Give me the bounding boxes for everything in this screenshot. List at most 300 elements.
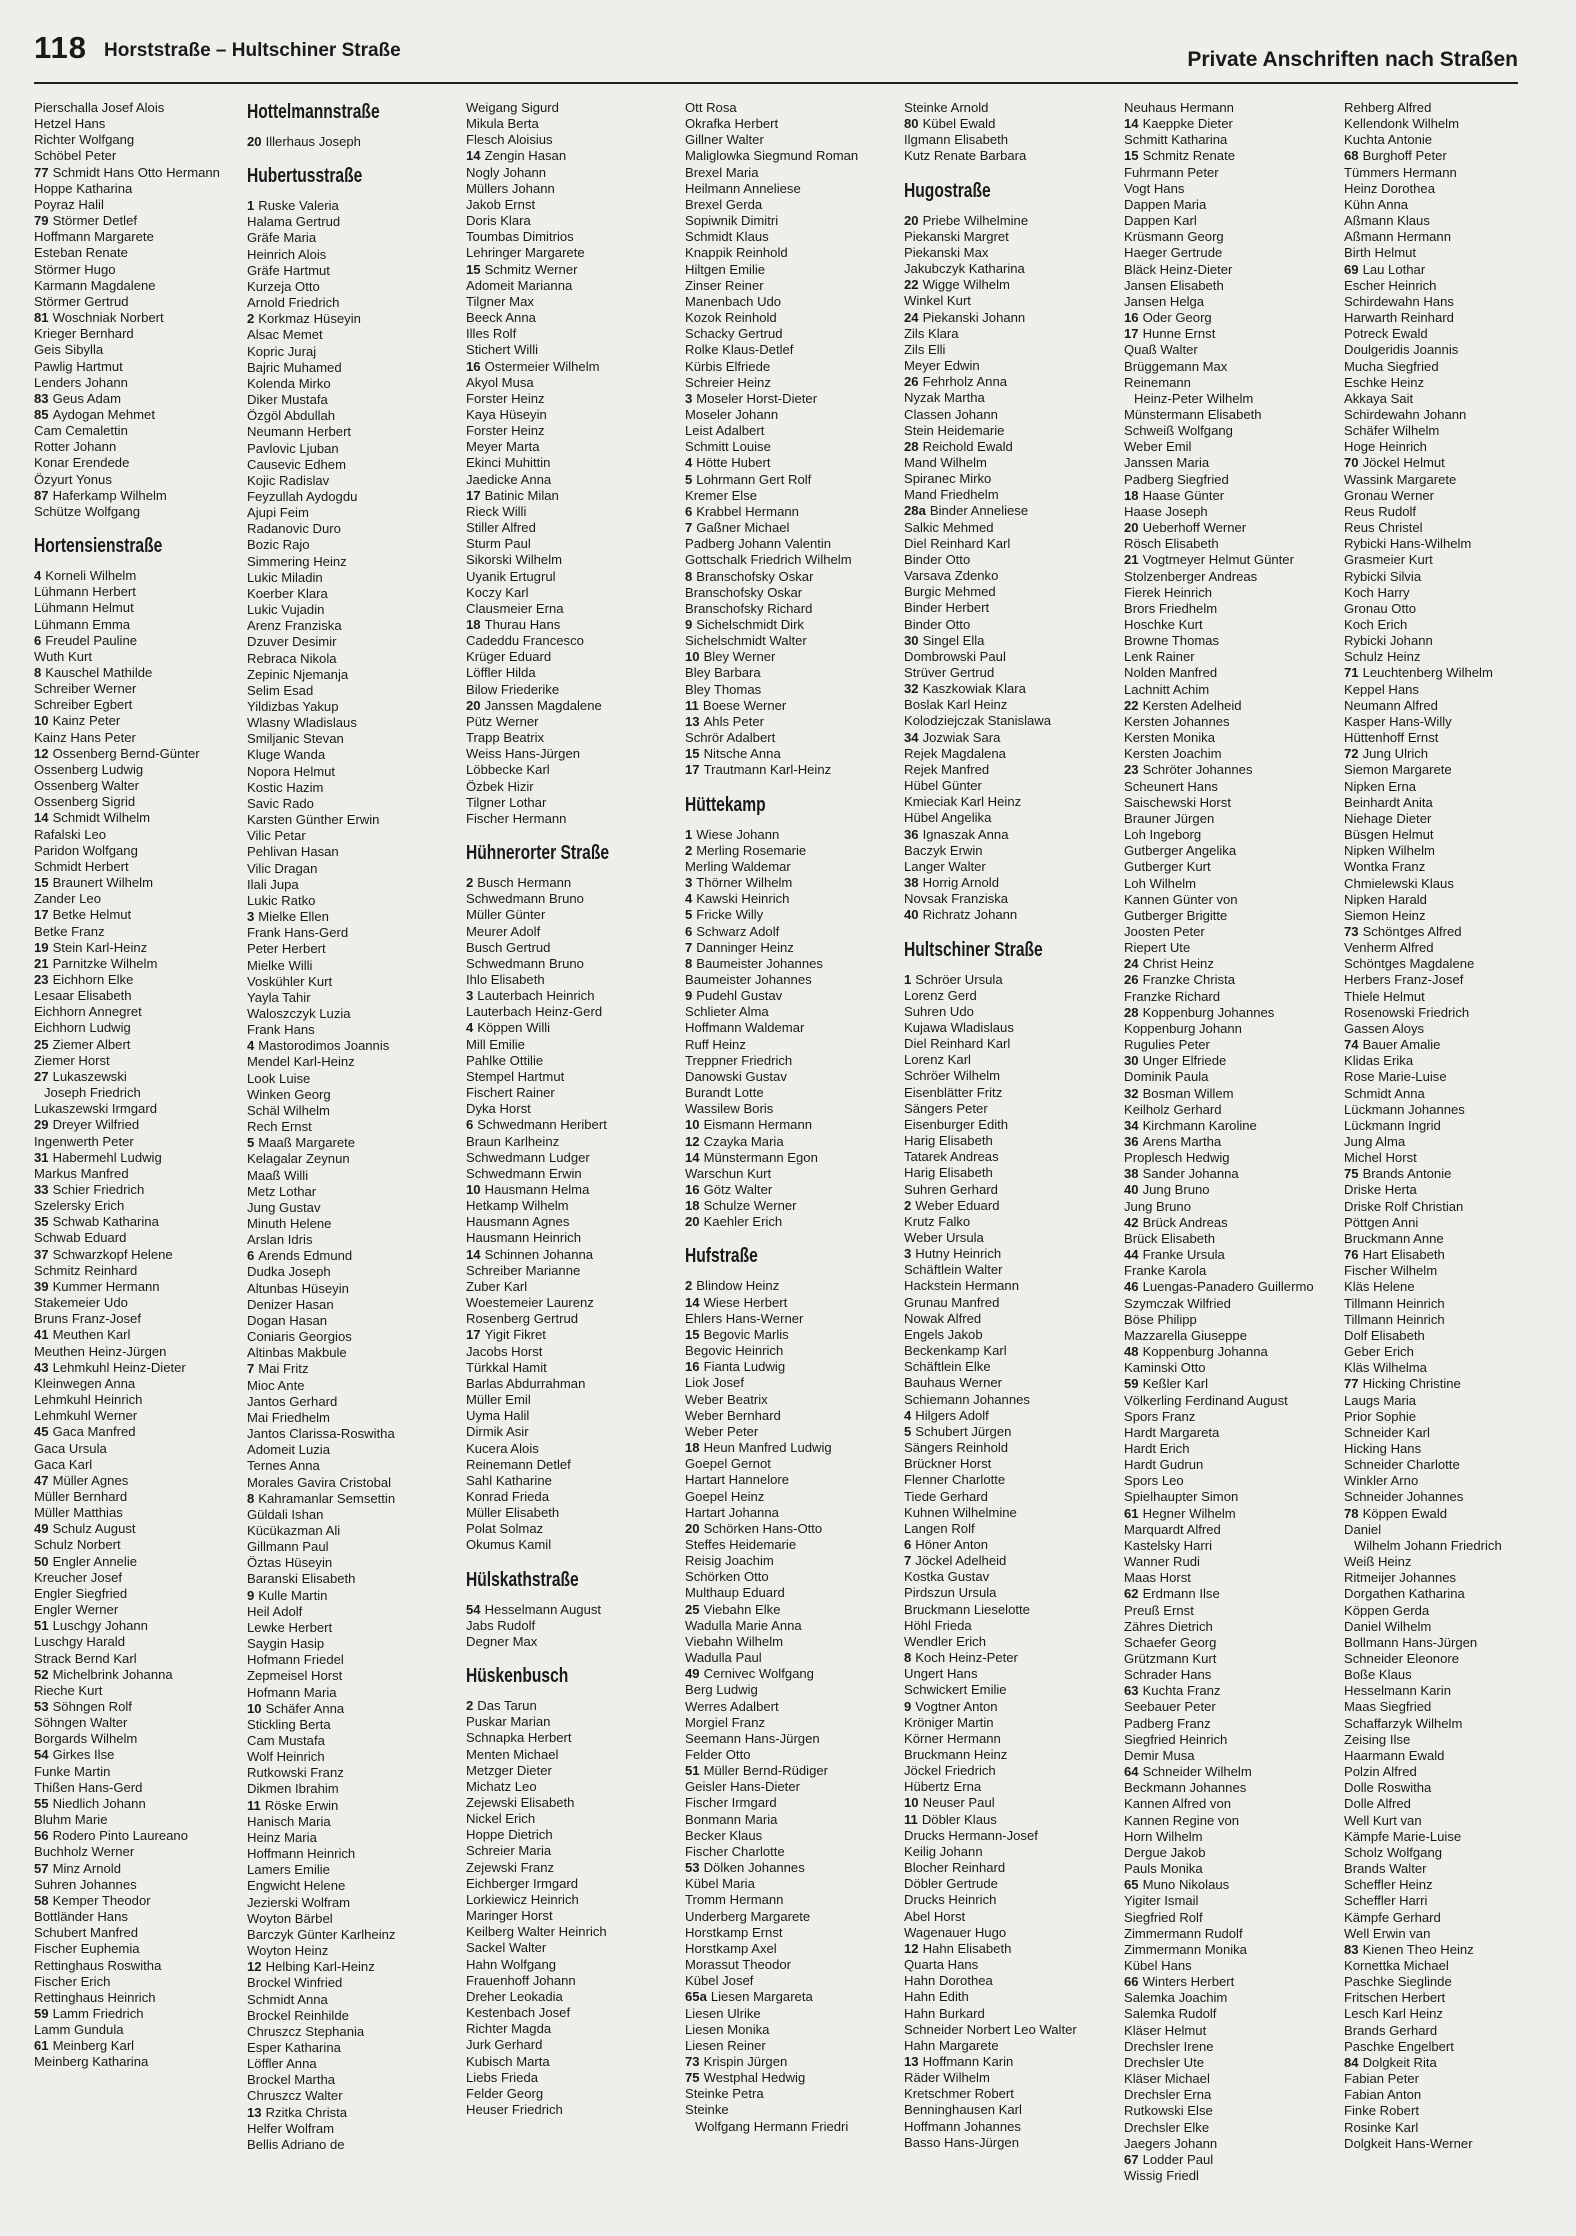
resident-name: Maas Siegfried <box>1344 1699 1432 1715</box>
house-number: 10 <box>34 713 49 729</box>
resident-name: Nitsche Anna <box>703 746 781 762</box>
resident-entry <box>1344 956 1554 972</box>
resident-entry <box>685 875 895 891</box>
resident-entry <box>1344 1780 1554 1796</box>
resident-name: Zils Elli <box>904 341 946 357</box>
resident-entry <box>1124 811 1334 827</box>
resident-entry <box>34 1441 244 1457</box>
resident-name: Hahn Wolfgang <box>466 1956 557 1972</box>
resident-entry <box>1124 1538 1334 1554</box>
resident-entry <box>1124 1667 1334 1683</box>
resident-entry <box>34 762 244 778</box>
resident-entry <box>466 536 676 552</box>
resident-name: Driske Rolf Christian <box>1344 1198 1464 1214</box>
resident-name: Kaya Hüseyin <box>466 406 547 422</box>
resident-name: Haase Joseph <box>1124 503 1208 519</box>
resident-name: Mai Friedhelm <box>247 1409 330 1425</box>
resident-entry <box>466 132 676 148</box>
resident-name: Herbers Franz-Josef <box>1344 972 1464 988</box>
resident-entry <box>904 390 1114 406</box>
resident-name: Hartart Hannelore <box>685 1472 790 1488</box>
resident-entry <box>466 1602 676 1618</box>
resident-name: Rybicki Hans-Wilhelm <box>1344 536 1472 552</box>
resident-entry <box>685 245 895 261</box>
resident-name: Salemka Joachim <box>1124 1990 1228 2006</box>
resident-name: Hoschke Kurt <box>1124 617 1203 632</box>
house-number: 87 <box>34 487 49 503</box>
resident-entry <box>247 1410 457 1426</box>
resident-entry <box>1344 892 1554 908</box>
resident-entry <box>247 1038 457 1054</box>
resident-name: Koppenburg Johann <box>1124 1020 1242 1036</box>
resident-entry <box>1344 811 1554 827</box>
resident-entry <box>466 1618 676 1634</box>
resident-entry <box>247 505 457 521</box>
resident-name: Branschofsky Oskar <box>696 568 814 584</box>
resident-name: Kaeppke Dieter <box>1142 116 1233 132</box>
resident-entry <box>247 554 457 570</box>
resident-name: Fehrholz Anna <box>922 374 1008 390</box>
resident-name: Böse Philipp <box>1124 1311 1197 1327</box>
resident-name: Vogtner Anton <box>915 1698 998 1714</box>
resident-name: Maliglowka Siegmund Roman <box>685 148 859 164</box>
resident-name: Beeck Anna <box>466 310 536 326</box>
resident-entry <box>904 407 1114 423</box>
resident-name: Rutkowski Else <box>1124 2103 1213 2119</box>
house-number: 54 <box>34 1747 49 1763</box>
resident-name: Riepert Ute <box>1124 940 1191 956</box>
resident-entry <box>466 617 676 633</box>
resident-entry <box>466 1214 676 1230</box>
resident-name: Coniaris Georgios <box>247 1329 352 1345</box>
resident-entry <box>685 1731 895 1747</box>
resident-entry <box>904 1666 1114 1682</box>
resident-entry <box>247 1814 457 1830</box>
resident-name: Rech Ernst <box>247 1119 312 1135</box>
resident-entry <box>1124 1134 1334 1150</box>
resident-name: Mazzarella Giuseppe <box>1124 1327 1247 1343</box>
house-number: 4 <box>466 1020 474 1036</box>
house-number: 6 <box>247 1248 255 1264</box>
resident-entry <box>34 1651 244 1667</box>
resident-name: Hoppe Katharina <box>34 180 133 196</box>
resident-name: Fabian Anton <box>1344 2087 1422 2103</box>
resident-entry <box>34 778 244 794</box>
resident-name: Ruske Valeria <box>258 198 339 214</box>
resident-name: Eichhorn Annegret <box>34 1004 142 1020</box>
resident-entry <box>247 376 457 392</box>
resident-entry <box>685 342 895 358</box>
resident-name: Sackel Walter <box>466 1940 547 1956</box>
resident-entry <box>904 1085 1114 1101</box>
resident-name: Ott Rosa <box>685 100 737 115</box>
resident-name: Kurzeja Otto <box>247 278 320 294</box>
resident-name: Akyol Musa <box>466 374 534 390</box>
resident-name: Demir Musa <box>1124 1747 1195 1763</box>
resident-entry <box>34 1731 244 1747</box>
resident-entry <box>1124 1748 1334 1764</box>
resident-name: Piekanski Max <box>904 244 989 260</box>
resident-name: Tümmers Hermann <box>1344 164 1457 180</box>
resident-name: Kühn Anna <box>1344 196 1409 212</box>
resident-entry <box>466 1247 676 1263</box>
resident-entry <box>34 1699 244 1715</box>
resident-entry <box>904 1133 1114 1149</box>
resident-entry <box>1344 132 1554 148</box>
resident-entry <box>34 1634 244 1650</box>
resident-entry <box>685 1585 895 1601</box>
resident-name: Dappen Karl <box>1124 213 1197 229</box>
resident-name: Gronau Werner <box>1344 487 1435 503</box>
resident-entry <box>1124 455 1334 471</box>
resident-entry <box>1124 1716 1334 1732</box>
resident-entry <box>1344 1312 1554 1328</box>
resident-entry <box>34 1537 244 1553</box>
resident-entry <box>247 2121 457 2137</box>
resident-name: Weber Beatrix <box>685 1391 768 1407</box>
resident-entry <box>904 1892 1114 1908</box>
street-heading: Hülskathstraße <box>466 1568 579 1591</box>
resident-name: Kornettka Michael <box>1344 1957 1449 1973</box>
resident-entry <box>685 213 895 229</box>
resident-name: Multhaup Eduard <box>685 1585 785 1601</box>
resident-entry <box>247 699 457 715</box>
resident-name: Ihlo Elisabeth <box>466 971 545 987</box>
resident-entry <box>685 1020 895 1036</box>
resident-entry <box>1124 1409 1334 1425</box>
resident-entry <box>247 925 457 941</box>
resident-entry <box>904 1101 1114 1117</box>
resident-name: Schreier Heinz <box>685 374 771 390</box>
house-number: 10 <box>466 1182 481 1197</box>
resident-entry <box>247 828 457 844</box>
resident-name: Piekanski Johann <box>922 309 1026 325</box>
resident-name: Rafalski Leo <box>34 826 107 842</box>
resident-name: Lewke Herbert <box>247 1619 333 1635</box>
resident-name: Liesen Reiner <box>685 2037 766 2053</box>
resident-name: Strüver Gertrud <box>904 665 995 680</box>
resident-name: Michelbrink Johanna <box>52 1666 173 1682</box>
house-number: 70 <box>1344 455 1359 471</box>
resident-name: Karmann Magdalene <box>34 277 156 293</box>
resident-name: Barczyk Günter Karlheinz <box>247 1926 396 1942</box>
resident-entry <box>1124 1489 1334 1505</box>
resident-entry <box>685 569 895 585</box>
house-number: 3 <box>247 909 255 925</box>
resident-entry <box>247 473 457 489</box>
resident-name: Werres Adalbert <box>685 1698 779 1714</box>
resident-name: Westphal Hedwig <box>703 2070 806 2086</box>
resident-name: Horn Wilhelm <box>1124 1828 1203 1844</box>
resident-entry <box>1124 1231 1334 1247</box>
resident-entry <box>247 1345 457 1361</box>
resident-name: Kulle Martin <box>258 1587 328 1603</box>
resident-entry <box>1344 2087 1554 2103</box>
resident-name: Dorgathen Katharina <box>1344 1586 1465 1602</box>
resident-entry <box>904 1246 1114 1262</box>
resident-name: Wassink Margarete <box>1344 471 1457 487</box>
house-number: 18 <box>1124 487 1139 503</box>
resident-entry <box>34 1828 244 1844</box>
resident-name: Liesen Monika <box>685 2021 770 2037</box>
resident-name: Merling Waldemar <box>685 858 791 874</box>
house-number: 9 <box>685 617 693 632</box>
resident-name: Gutberger Kurt <box>1124 859 1211 875</box>
resident-name: Kaminski Otto <box>1124 1360 1206 1376</box>
house-number: 32 <box>904 681 919 697</box>
resident-name: Aßmann Klaus <box>1344 213 1430 229</box>
house-number: 5 <box>247 1135 255 1151</box>
resident-entry <box>685 1424 895 1440</box>
resident-name: Voskühler Kurt <box>247 973 333 989</box>
resident-name: Reus Christel <box>1344 520 1423 536</box>
resident-name: Rehberg Alfred <box>1344 100 1432 115</box>
resident-name: Parnitzke Wilhelm <box>52 955 158 971</box>
resident-entry <box>1344 746 1554 762</box>
resident-name: Busch Hermann <box>477 875 572 891</box>
resident-entry <box>34 1796 244 1812</box>
resident-name: Steinke <box>685 2102 729 2118</box>
resident-name: Jung Alma <box>1344 1134 1406 1149</box>
resident-name: Müller Agnes <box>52 1472 129 1488</box>
resident-entry <box>34 1069 244 1085</box>
resident-name: Diel Reinhard Karl <box>904 535 1011 551</box>
resident-entry <box>247 295 457 311</box>
resident-entry <box>34 1521 244 1537</box>
resident-entry <box>34 956 244 972</box>
resident-name: Lamm Friedrich <box>52 2005 144 2021</box>
resident-name: Daniel <box>1344 1521 1382 1537</box>
resident-entry <box>685 2119 895 2135</box>
resident-name: Hutny Heinrich <box>915 1246 1002 1262</box>
resident-name: Meyer Edwin <box>904 358 980 374</box>
resident-name: Lauterbach Heinrich <box>477 988 595 1004</box>
resident-name: Keilholz Gerhard <box>1124 1101 1222 1117</box>
resident-name: Uyanik Ertugrul <box>466 568 556 584</box>
resident-name: Hilgers Adolf <box>915 1407 989 1423</box>
resident-entry <box>904 1585 1114 1601</box>
resident-entry <box>247 1232 457 1248</box>
resident-entry <box>685 391 895 407</box>
house-number: 30 <box>1124 1053 1139 1069</box>
resident-name: Woyton Bärbel <box>247 1910 333 1926</box>
resident-name: Konar Erendede <box>34 455 130 471</box>
resident-entry <box>904 891 1114 907</box>
resident-entry <box>34 972 244 988</box>
resident-entry <box>34 697 244 713</box>
resident-entry <box>1344 504 1554 520</box>
resident-name: Ignaszak Anna <box>922 826 1009 842</box>
resident-entry <box>904 1634 1114 1650</box>
resident-entry <box>466 988 676 1004</box>
resident-entry <box>904 487 1114 503</box>
resident-entry <box>904 875 1114 891</box>
resident-name: Berg Ludwig <box>685 1682 758 1698</box>
resident-name: Okrafka Herbert <box>685 116 779 132</box>
resident-entry <box>466 2102 676 2118</box>
house-number: 2 <box>685 842 693 858</box>
resident-name: Trapp Beatrix <box>466 730 545 746</box>
house-number: 20 <box>904 212 919 228</box>
resident-entry <box>466 682 676 698</box>
resident-entry <box>685 181 895 197</box>
resident-name: Dappen Maria <box>1124 196 1207 212</box>
resident-name: Binder Otto <box>904 616 971 632</box>
resident-name: Cernivec Wolfgang <box>703 1666 814 1682</box>
resident-entry <box>247 1442 457 1458</box>
resident-entry <box>247 1151 457 1167</box>
resident-name: Tillmann Heinrich <box>1344 1295 1445 1311</box>
resident-name: Weber Ursula <box>904 1230 984 1245</box>
resident-entry <box>247 634 457 650</box>
resident-name: Arnold Friedrich <box>247 295 340 311</box>
resident-entry <box>466 746 676 762</box>
resident-entry <box>247 1119 457 1135</box>
resident-name: Oder Georg <box>1142 310 1212 326</box>
resident-name: Tromm Hermann <box>685 1892 784 1908</box>
resident-name: Haferkamp Wilhelm <box>52 487 167 503</box>
resident-entry <box>1344 601 1554 617</box>
resident-name: Hanisch Maria <box>247 1813 331 1829</box>
resident-entry <box>466 1150 676 1166</box>
street-heading: Hottelmannstraße <box>247 101 380 123</box>
resident-name: Zinser Reiner <box>685 277 764 293</box>
resident-entry <box>1124 1441 1334 1457</box>
resident-entry <box>466 455 676 471</box>
resident-entry <box>466 375 676 391</box>
resident-name: Rosenowski Friedrich <box>1344 1004 1470 1020</box>
resident-name: Kläs Wilhelma <box>1344 1360 1427 1376</box>
resident-entry <box>1344 1635 1554 1651</box>
resident-entry <box>34 1020 244 1036</box>
resident-entry <box>1344 1716 1554 1732</box>
resident-entry <box>466 1279 676 1295</box>
resident-name: Hoffmann Margarete <box>34 229 154 245</box>
resident-name: Arens Martha <box>1142 1134 1222 1149</box>
resident-entry <box>247 844 457 860</box>
house-number: 20 <box>1124 520 1139 536</box>
resident-name: Waloszczyk Luzia <box>247 1005 351 1021</box>
resident-entry <box>247 1248 457 1264</box>
resident-entry <box>466 1424 676 1440</box>
resident-name: Funke Martin <box>34 1763 111 1779</box>
resident-name: Tillmann Heinrich <box>1344 1311 1445 1327</box>
resident-name: Hicking Hans <box>1344 1440 1422 1456</box>
resident-name: Röske Erwin <box>264 1797 339 1813</box>
resident-entry <box>247 1765 457 1781</box>
resident-name: Pütz Werner <box>466 713 539 729</box>
resident-name: Schütze Wolfgang <box>34 503 141 519</box>
resident-name: Kojic Radislav <box>247 472 330 488</box>
house-number: 15 <box>685 746 700 762</box>
resident-name: Alsac Memet <box>247 327 323 343</box>
resident-entry <box>466 245 676 261</box>
resident-entry <box>904 503 1114 519</box>
resident-entry <box>1124 245 1334 261</box>
resident-name: Kopric Juraj <box>247 343 317 359</box>
resident-name: Schäftlein Elke <box>904 1359 991 1375</box>
resident-entry <box>1124 342 1334 358</box>
resident-entry <box>904 1489 1114 1505</box>
resident-name: Schubert Jürgen <box>915 1423 1012 1439</box>
resident-entry <box>466 1457 676 1473</box>
resident-name: Basso Hans-Jürgen <box>904 2134 1019 2150</box>
resident-entry <box>1124 116 1334 132</box>
resident-name: Kläs Helene <box>1344 1279 1415 1295</box>
resident-entry <box>904 2119 1114 2135</box>
resident-entry <box>466 665 676 681</box>
house-number: 43 <box>34 1359 49 1375</box>
resident-entry <box>1124 1376 1334 1392</box>
resident-entry <box>1344 2023 1554 2039</box>
resident-entry <box>1124 1506 1334 1522</box>
resident-entry <box>1124 1069 1334 1085</box>
resident-name: Richter Wolfgang <box>34 132 135 148</box>
resident-name: Pahlke Ottilie <box>466 1052 544 1068</box>
street-heading: Hugostraße <box>904 179 991 202</box>
house-number: 49 <box>685 1666 700 1682</box>
resident-entry <box>1124 148 1334 164</box>
resident-name: Spiranec Mirko <box>904 471 992 487</box>
resident-name: Ostermeier Wilhelm <box>484 358 600 374</box>
resident-name: Koppenburg Johanna <box>1142 1344 1268 1360</box>
resident-entry <box>685 197 895 213</box>
resident-name: Schmitz Renate <box>1142 148 1236 164</box>
resident-name: Bollmann Hans-Jürgen <box>1344 1634 1478 1650</box>
resident-name: Dreyer Wilfried <box>52 1117 140 1133</box>
resident-name: Heinrich Alois <box>247 246 327 262</box>
resident-entry <box>247 441 457 457</box>
resident-entry <box>34 1198 244 1214</box>
resident-name: Halama Gertrud <box>247 214 341 230</box>
resident-name: Gräfe Hartmut <box>247 262 330 278</box>
resident-name: Lückmann Johannes <box>1344 1101 1465 1117</box>
resident-entry <box>34 1344 244 1360</box>
resident-name: Wontka Franz <box>1344 859 1426 875</box>
resident-name: Eismann Hermann <box>703 1117 813 1133</box>
resident-name: Mand Friedhelm <box>904 487 999 503</box>
resident-name: Frank Hans-Gerd <box>247 925 349 941</box>
resident-name: Rettinghaus Roswitha <box>34 1957 162 1973</box>
resident-entry <box>904 1957 1114 1973</box>
resident-name: Schwedmann Heribert <box>477 1117 607 1133</box>
resident-name: Ehlers Hans-Werner <box>685 1310 804 1326</box>
resident-name: Münstermann Egon <box>703 1149 818 1165</box>
resident-name: Weiß Heinz <box>1344 1554 1412 1570</box>
resident-name: Hegner Wilhelm <box>1142 1505 1236 1521</box>
resident-entry <box>466 1973 676 1989</box>
resident-name: Unger Elfriede <box>1142 1053 1227 1069</box>
resident-entry <box>247 1620 457 1636</box>
directory-column <box>1124 100 1334 2184</box>
house-number: 64 <box>1124 1764 1139 1780</box>
resident-name: Lühmann Helmut <box>34 600 134 616</box>
resident-name: Ossenberg Walter <box>34 778 140 794</box>
resident-name: Korneli Wilhelm <box>45 568 137 584</box>
resident-name: Kleinwegen Anna <box>34 1375 136 1391</box>
resident-entry <box>1124 1570 1334 1586</box>
resident-entry <box>34 1117 244 1133</box>
resident-entry <box>34 1941 244 1957</box>
resident-entry <box>685 1618 895 1634</box>
resident-entry <box>1344 2039 1554 2055</box>
resident-name: Schröter Johannes <box>1142 762 1253 778</box>
resident-entry <box>1344 342 1554 358</box>
resident-entry <box>466 1473 676 1489</box>
resident-entry <box>247 974 457 990</box>
resident-name: Pavlovic Ljuban <box>247 440 339 456</box>
resident-name: Koerber Klara <box>247 585 328 601</box>
